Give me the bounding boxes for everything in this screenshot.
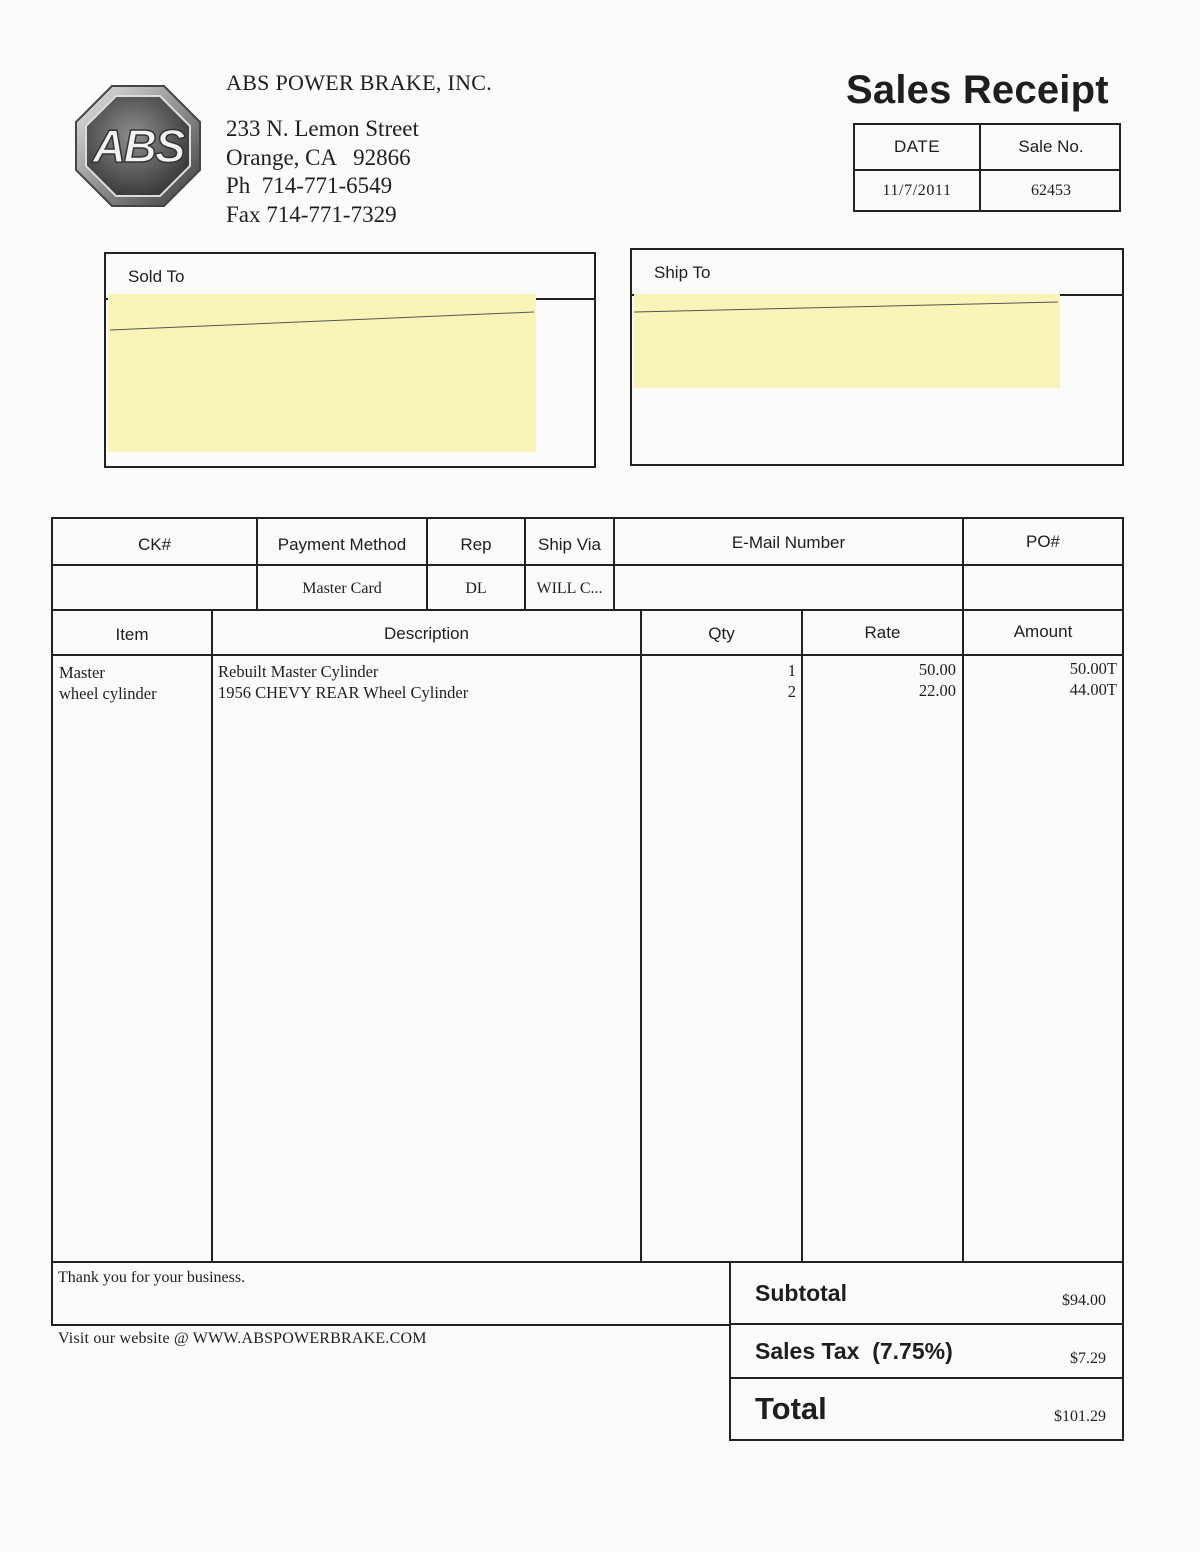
line-item-2-description: 1956 CHEVY REAR Wheel Cylinder	[218, 683, 469, 702]
company-phone: Ph 714-771-6549	[226, 173, 393, 198]
line-item-1-item: Master	[59, 663, 105, 682]
receipt-meta-box	[853, 123, 1121, 212]
email-header: E-Mail Number	[731, 533, 846, 552]
item-header: Item	[115, 625, 149, 644]
totals-box	[729, 1261, 1124, 1441]
sale-number-value: 62453	[1031, 182, 1071, 199]
date-label: DATE	[893, 137, 941, 156]
document-title: Sales Receipt	[846, 68, 1109, 112]
ship-to-label: Ship To	[654, 263, 711, 282]
subtotal-value: $94.00	[1062, 1292, 1106, 1309]
po-number-header: PO#	[1025, 532, 1061, 551]
line-item-2-amount: 44.00T	[1069, 680, 1117, 699]
company-logo	[74, 84, 202, 208]
sold-to-box	[104, 252, 596, 468]
ck-number-header: CK#	[137, 535, 172, 554]
rep-header: Rep	[460, 535, 492, 554]
payment-method-header: Payment Method	[277, 535, 407, 554]
description-header: Description	[383, 624, 470, 643]
line-item-2-rate: 22.00	[918, 681, 956, 700]
company-name: ABS POWER BRAKE, INC.	[226, 70, 493, 95]
thank-you-message: Thank you for your business.	[58, 1269, 246, 1286]
ship-via-value: WILL C...	[536, 580, 603, 597]
ship-to-box	[630, 248, 1124, 466]
amount-header: Amount	[1013, 622, 1073, 641]
line-item-2-qty: 2	[787, 682, 796, 701]
logo-lettering: ABS	[92, 120, 184, 172]
company-fax: Fax 714-771-7329	[226, 201, 397, 227]
sold-to-redaction-marks	[106, 254, 596, 466]
rep-value: DL	[465, 580, 487, 597]
line-item-1-amount: 50.00T	[1069, 659, 1117, 678]
items-grid	[51, 517, 1124, 1263]
rate-header: Rate	[864, 623, 901, 642]
line-item-1-description: Rebuilt Master Cylinder	[218, 662, 379, 681]
line-item-2-item: wheel cylinder	[59, 684, 157, 703]
company-city: Orange, CA 92866	[226, 144, 411, 170]
line-item-1-rate: 50.00	[918, 660, 956, 679]
line-item-1-qty: 1	[787, 661, 796, 680]
sale-number-label: Sale No.	[1018, 137, 1084, 156]
date-value: 11/7/2011	[882, 182, 952, 199]
sales-tax-label: Sales Tax (7.75%)	[755, 1338, 953, 1364]
ship-to-redaction-marks	[632, 250, 1122, 464]
sold-to-label: Sold To	[128, 267, 185, 286]
payment-method-value: Master Card	[302, 580, 382, 597]
company-address	[226, 115, 419, 229]
sales-tax-value: $7.29	[1070, 1350, 1106, 1367]
total-value: $101.29	[1054, 1408, 1106, 1425]
website-notice: Visit our website @ WWW.ABSPOWERBRAKE.COM	[58, 1330, 427, 1347]
company-street: 233 N. Lemon Street	[226, 116, 419, 141]
subtotal-label: Subtotal	[755, 1280, 847, 1306]
ship-via-header: Ship Via	[537, 535, 601, 554]
qty-header: Qty	[708, 624, 735, 643]
total-label: Total	[755, 1391, 827, 1426]
